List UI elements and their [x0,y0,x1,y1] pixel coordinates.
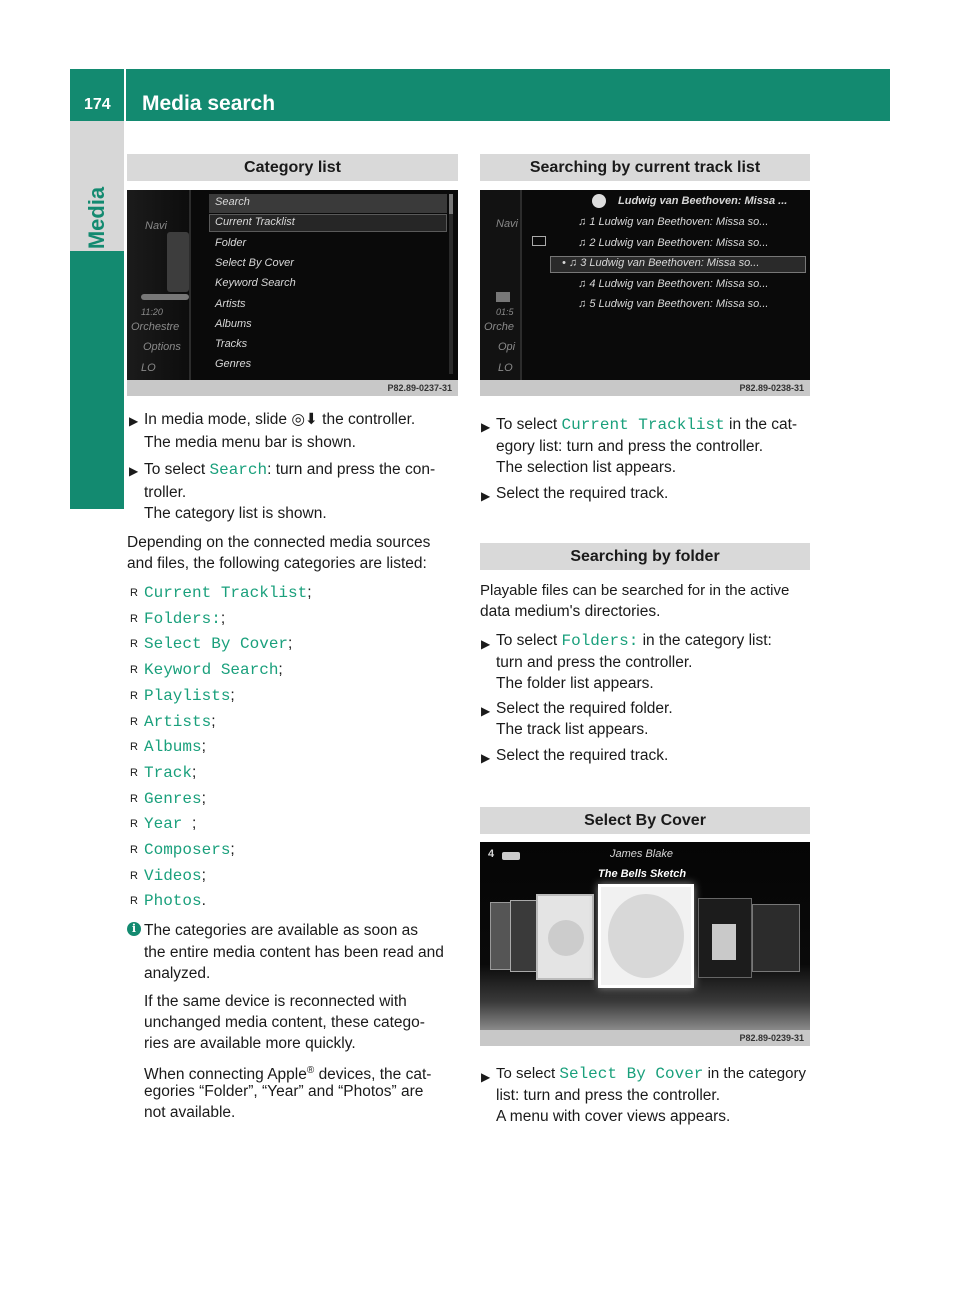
paragraph: data medium's directories. [480,603,661,620]
page-number: 174 [84,96,111,113]
side-navi: Navi [496,218,519,230]
category-item: Playlists; [144,686,235,705]
section-heading-category-list: Category list [127,154,458,181]
info-text: unchanged media content, these catego- [144,1014,425,1031]
track-row: ♫ 1 Ludwig van Beethoven: Missa so... [578,216,769,228]
cover-count: 4 [488,848,495,860]
step-result: The category list is shown. [144,505,327,522]
step-text: egory list: turn and press the controller. [496,438,764,455]
info-text: If the same device is reconnected with [144,993,407,1010]
cover-album: The Bells Sketch [598,868,687,880]
bullet-icon: R [130,689,138,702]
step-text: To select Current Tracklist in the cat- [496,416,798,434]
side-lo: LO [141,362,156,374]
menu-item-genres: Genres [215,358,252,370]
category-item: Current Tracklist; [144,584,312,602]
step-result: The track list appears. [496,721,649,738]
bullet-icon: R [130,844,138,856]
info-text: not available. [144,1104,236,1121]
section-heading-folder: Searching by folder [480,543,810,570]
bullet-icon: R [130,587,138,599]
menu-item-artists: Artists [215,298,246,310]
category-item: Composers; [144,841,235,859]
info-text: ries are available more quickly. [144,1035,356,1052]
category-item: Track; [144,763,197,782]
screenshot-category-list [127,190,458,380]
info-text: The categories are available as soon as [144,922,418,939]
info-text: When connecting Apple® devices, the cat- [144,1065,432,1084]
code-current-tracklist: Current Tracklist [561,416,725,434]
step-text: To select Search: turn and press the con- [144,461,436,479]
info-icon: i [127,922,141,936]
step-result: A menu with cover views appears. [496,1108,731,1125]
paragraph: and files, the following categories are listed: [127,555,427,572]
menu-item-current-tracklist: Current Tracklist [215,216,295,228]
side-navi: Navi [145,220,168,232]
step-result: The folder list appears. [496,675,654,692]
category-item: Keyword Search; [144,661,283,680]
side-options: Opi [498,341,516,353]
side-tab-marker [70,251,124,509]
figure-caption: P82.89-0239-31 [480,1030,810,1046]
screenshot-tracklist [480,190,810,380]
step-result: The selection list appears. [496,459,677,476]
step-arrow-icon: ▶ [481,420,491,434]
step-arrow-icon: ▶ [481,704,491,718]
figure-caption: P82.89-0237-31 [127,380,458,396]
category-item: Photos. [144,892,206,911]
side-time: 11:20 [141,307,163,317]
side-label: Media [84,186,109,250]
side-options: Options [143,341,181,353]
bullet-icon: R [130,638,138,651]
category-item: Albums; [144,738,206,757]
side-orchestre: Orche [484,321,514,333]
bullet-icon: R [130,715,138,728]
menu-item-albums: Albums [215,318,252,330]
step-text: list: turn and press the controller. [496,1087,721,1104]
bullet-icon: R [130,869,138,882]
menu-item-keyword-search: Keyword Search [215,277,296,289]
figure-caption: P82.89-0238-31 [480,380,810,396]
track-row: ♫ 5 Ludwig van Beethoven: Missa so... [578,298,769,310]
info-text: the entire media content has been read and [144,944,444,961]
step-text: In media mode, slide ◎⬇ the controller. [144,411,416,428]
section-heading-tracklist: Searching by current track list [480,154,810,181]
step-arrow-icon: ▶ [481,637,491,651]
menu-item-folder: Folder [215,237,247,249]
bullet-icon: R [130,664,138,677]
side-lo: LO [498,362,513,374]
step-arrow-icon: ▶ [129,414,139,428]
step-text: troller. [144,484,187,501]
code-select-by-cover: Select By Cover [559,1065,704,1083]
page-title: Media search [142,92,276,115]
track-row: ♫ 2 Ludwig van Beethoven: Missa so... [578,237,769,249]
section-heading-cover: Select By Cover [480,807,810,834]
code-folders: Folders: [561,632,639,650]
step-arrow-icon: ▶ [481,1070,491,1084]
category-item: Artists; [144,712,216,731]
menu-item-search: Search [215,196,250,208]
track-row: ♫ 4 Ludwig van Beethoven: Missa so... [578,278,769,290]
step-arrow-icon: ▶ [129,464,139,478]
bullet-icon: R [130,895,138,908]
category-item: Videos; [144,866,206,885]
step-text: To select Folders: in the category list: [496,632,772,650]
paragraph: Depending on the connected media sources [127,534,431,551]
bullet-icon: R [130,612,138,625]
category-item: Select By Cover; [144,635,293,654]
paragraph: Playable files can be searched for in the active [480,582,790,599]
tracklist-title: Ludwig van Beethoven: Missa ... [618,195,788,207]
screenshot-cover-view [480,842,810,1030]
info-text: analyzed. [144,965,211,982]
bullet-icon: R [130,818,138,831]
side-time: 01:5 [496,307,514,317]
track-row-selected: • ♫ 3 Ludwig van Beethoven: Missa so... [562,257,760,269]
step-text: Select the required track. [496,747,669,764]
menu-item-select-by-cover: Select By Cover [215,257,294,269]
bullet-icon: R [130,792,138,805]
category-item: Folders:; [144,609,226,628]
bullet-icon: R [130,766,138,779]
code-search: Search [209,461,268,479]
step-text: Select the required track. [496,485,669,502]
category-item: Year ; [144,815,197,834]
step-text: Select the required folder. [496,700,673,717]
step-text: To select Select By Cover in the category [496,1065,806,1083]
bullet-icon: R [130,741,138,754]
step-text: turn and press the controller. [496,654,693,671]
info-text: egories “Folder”, “Year” and “Photos” are [144,1083,424,1100]
category-item: Genres; [144,789,206,808]
step-result: The media menu bar is shown. [144,434,356,451]
step-arrow-icon: ▶ [481,489,491,503]
step-arrow-icon: ▶ [481,751,491,765]
menu-item-tracks: Tracks [215,338,248,350]
side-orchestre: Orchestre [131,321,180,333]
cover-artist: James Blake [610,848,673,860]
